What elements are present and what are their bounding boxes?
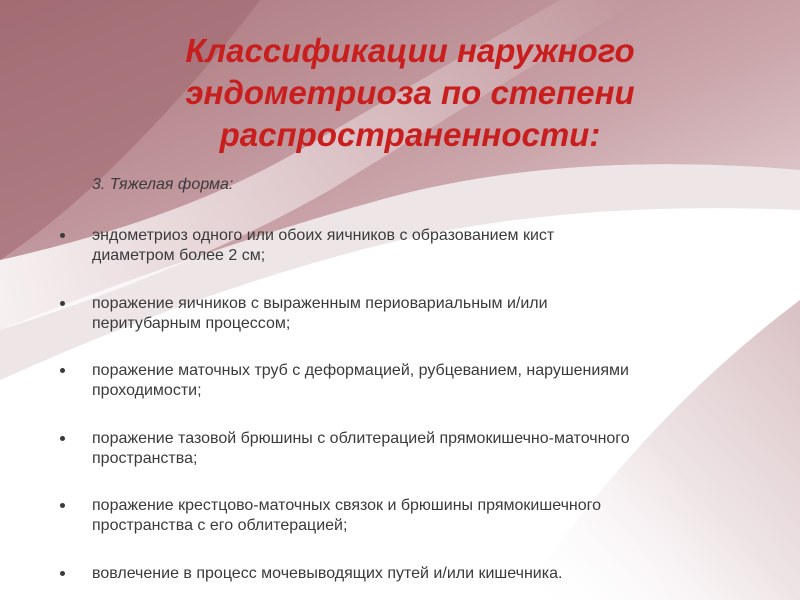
bullet-icon (60, 301, 65, 306)
title-line-3: распространенности: (219, 116, 601, 153)
list-item (60, 226, 780, 266)
list-item-line-2: перитубарным процессом; (92, 315, 291, 332)
list-item-line-1: поражение тазовой брюшины с облитерацией прямокишечно-маточного (92, 430, 630, 447)
list-item-line-1: вовлечение в процесс мочевыводящих путей и/или кишечника. (92, 565, 563, 582)
bullet-icon (60, 233, 65, 238)
title-line-1: Классификации наружного (185, 32, 635, 69)
bullet-icon (60, 368, 65, 373)
list-item-line-2: пространства с его облитерацией; (92, 517, 348, 534)
slide-title (150, 30, 670, 156)
subtitle: 3. Тяжелая форма: (92, 176, 234, 193)
list-item-line-1: поражение крестцово-маточных связок и брюшины прямокишечного (92, 497, 602, 514)
bullet-icon (60, 571, 65, 576)
list-item-line-1: эндометриоз одного или обоих яичников с образованием кист (92, 227, 555, 244)
list-item-line-1: поражение маточных труб с деформацией, рубцеванием, нарушениями (92, 362, 629, 379)
list-item (60, 564, 780, 584)
list-item (60, 496, 780, 536)
list-item-line-2: диаметром более 2 см; (92, 247, 266, 264)
list-item-line-2: пространства; (92, 450, 198, 467)
title-line-2: эндометриоза по степени (185, 74, 635, 111)
list-item (60, 429, 780, 469)
bullet-icon (60, 503, 65, 508)
list-item-line-2: проходимости; (92, 382, 202, 399)
list-item-line-1: поражение яичников с выраженным периовариальным и/или (92, 295, 548, 312)
list-item (60, 361, 780, 401)
list-item (60, 294, 780, 334)
bullet-icon (60, 436, 65, 441)
